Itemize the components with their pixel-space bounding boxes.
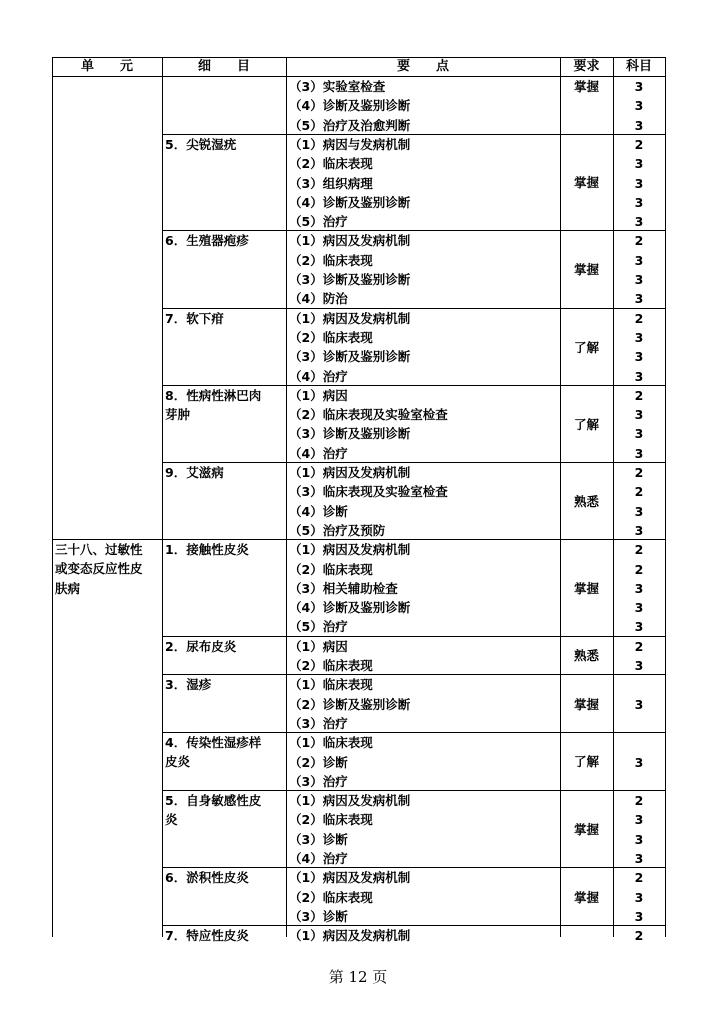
subject-code: 3: [634, 98, 644, 114]
key-point: （5）治疗: [289, 619, 348, 635]
key-point: （1）病因: [289, 638, 348, 654]
header-point: 要 点: [396, 59, 449, 74]
key-point: （1）病因及发病机制: [289, 542, 411, 558]
key-point: （3）诊断: [289, 908, 348, 924]
item-name: 5．自身敏感性皮 炎: [165, 793, 262, 828]
requirement-level: 熟悉: [573, 648, 599, 664]
subject-code: 3: [634, 851, 644, 866]
subject-code: 2: [634, 484, 644, 500]
subject-code: 3: [634, 445, 644, 461]
key-point: （1）病因及发病机制: [289, 870, 411, 886]
subject-code: 3: [634, 522, 644, 538]
key-point: （1）病因与发病机制: [289, 136, 411, 152]
key-point: （3）临床表现及实验室检查: [289, 484, 448, 500]
header-requirement: 要求: [573, 59, 600, 74]
key-point: （1）病因: [289, 387, 348, 403]
key-point: （2）诊断: [289, 754, 348, 770]
subject-code: 3: [634, 117, 644, 133]
item-name: [162, 77, 286, 135]
key-point: （4）治疗: [289, 851, 348, 866]
key-point: （3）诊断: [289, 831, 348, 847]
subject-code: 2: [634, 928, 644, 944]
key-point: （5）治疗: [289, 214, 348, 230]
subject-code: 3: [634, 658, 644, 673]
column-rule: [52, 57, 53, 937]
subject-code: 3: [634, 79, 644, 94]
unit-divider: [52, 539, 162, 540]
subject-code: [613, 772, 665, 791]
subject-code: 3: [634, 754, 644, 770]
key-point: （2）临床表现: [289, 252, 373, 268]
subject-code: [613, 733, 665, 752]
subject-code: 2: [634, 561, 644, 577]
item-name: 3．湿疹: [165, 677, 212, 693]
subject-code: 3: [634, 407, 644, 423]
key-point: （1）病因及发病机制: [289, 233, 411, 249]
subject-code: 3: [634, 580, 644, 596]
subject-code: 3: [634, 503, 644, 519]
requirement-level: 掌握: [573, 262, 599, 278]
key-point: （2）临床表现: [289, 561, 373, 577]
subject-code: 2: [634, 310, 644, 326]
subject-code: 3: [634, 175, 644, 191]
subject-code: 3: [634, 368, 644, 384]
item-name: 5．尖锐湿疣: [165, 136, 237, 152]
subject-code: 3: [634, 812, 644, 828]
item-name: 1．接触性皮炎: [165, 542, 249, 558]
key-point: （4）治疗: [289, 368, 348, 384]
subject-code: 3: [634, 272, 644, 287]
subject-code: 3: [634, 214, 644, 230]
key-point: （1）病因及发病机制: [289, 793, 411, 809]
unit-name: 三十八、过敏性 或变态反应性皮 肤病: [55, 542, 143, 596]
subject-code: [613, 714, 665, 733]
key-point: （2）诊断及鉴别诊断: [289, 696, 411, 712]
key-point: （4）防治: [289, 291, 348, 307]
subject-code: 3: [634, 619, 644, 635]
item-name: 2．尿布皮炎: [165, 638, 237, 654]
key-point: （3）组织病理: [289, 175, 373, 191]
requirement-level: 了解: [573, 416, 599, 432]
table-border-top: [52, 57, 665, 58]
subject-code: 3: [634, 349, 644, 365]
item-name: 7．特应性皮炎: [165, 928, 249, 944]
key-point: （4）诊断及鉴别诊断: [289, 98, 411, 114]
subject-code: 3: [634, 696, 644, 712]
subject-code: 3: [634, 889, 644, 905]
item-name: 6．淤积性皮炎: [165, 870, 249, 886]
item-name: 8．性病性淋巴肉 芽肿: [165, 387, 262, 423]
subject-code: 3: [634, 831, 644, 847]
subject-code: 3: [634, 426, 644, 442]
subject-code: 2: [634, 793, 644, 809]
requirement-level: 掌握: [573, 175, 599, 191]
key-point: （2）临床表现: [289, 812, 373, 828]
header-item: 细 目: [197, 59, 250, 74]
subject-code: 3: [634, 252, 644, 268]
subject-code: 3: [634, 194, 644, 210]
subject-code: 2: [634, 233, 644, 249]
subject-code: [613, 675, 665, 694]
key-point: （4）诊断: [289, 503, 348, 519]
item-name: 7．软下疳: [165, 310, 224, 326]
subject-code: 2: [634, 465, 644, 480]
subject-code: 3: [634, 291, 644, 307]
key-point: （2）临床表现: [289, 889, 373, 905]
requirement-level: 掌握: [573, 79, 599, 94]
key-point: （3）治疗: [289, 773, 348, 789]
requirement-level: 掌握: [573, 696, 599, 712]
column-rule: [665, 57, 666, 937]
subject-code: 2: [634, 387, 644, 403]
subject-code: 3: [634, 908, 644, 924]
key-point: （3）实验室检查: [289, 79, 386, 94]
requirement-level: 熟悉: [573, 493, 599, 509]
key-point: （3）诊断及鉴别诊断: [289, 349, 411, 365]
requirement-level: 掌握: [573, 822, 599, 838]
subject-code: 3: [634, 156, 644, 172]
key-point: （1）病因及发病机制: [289, 310, 411, 326]
key-point: （4）治疗: [289, 445, 348, 461]
key-point: （3）诊断及鉴别诊断: [289, 272, 411, 287]
key-point: （4）诊断及鉴别诊断: [289, 600, 411, 616]
page-number: 第 12 页: [328, 968, 388, 986]
item-name: 4．传染性湿疹样 皮炎: [165, 735, 262, 770]
key-point: （2）临床表现: [289, 658, 373, 673]
key-point: （2）临床表现: [289, 329, 373, 345]
requirement-level: 掌握: [573, 580, 599, 596]
subject-code: 3: [634, 329, 644, 345]
key-point: （2）临床表现及实验室检查: [289, 407, 448, 423]
requirement-level: 掌握: [573, 889, 599, 905]
subject-code: 2: [634, 638, 644, 654]
key-point: （1）病因及发病机制: [289, 465, 411, 480]
header-unit: 单 元: [80, 59, 133, 74]
key-point: （1）病因及发病机制: [289, 928, 411, 944]
subject-code: 2: [634, 870, 644, 886]
key-point: （1）临床表现: [289, 735, 373, 751]
requirement-level: 了解: [573, 339, 599, 355]
subject-code: 2: [634, 136, 644, 152]
key-point: （3）相关辅助检查: [289, 580, 398, 596]
key-point: （3）诊断及鉴别诊断: [289, 426, 411, 442]
item-name: 6．生殖器疱疹: [165, 233, 249, 249]
requirement-level: 了解: [573, 754, 599, 770]
item-name: 9．艾滋病: [165, 465, 224, 480]
key-point: （2）临床表现: [289, 156, 373, 172]
requirement-level: [560, 926, 613, 945]
key-point: （4）诊断及鉴别诊断: [289, 194, 411, 210]
subject-code: 2: [634, 542, 644, 558]
subject-code: 3: [634, 600, 644, 616]
key-point: （3）治疗: [289, 715, 348, 731]
header-subject: 科目: [625, 59, 652, 74]
key-point: （5）治疗及治愈判断: [289, 117, 411, 133]
key-point: （5）治疗及预防: [289, 522, 386, 538]
key-point: （1）临床表现: [289, 677, 373, 693]
